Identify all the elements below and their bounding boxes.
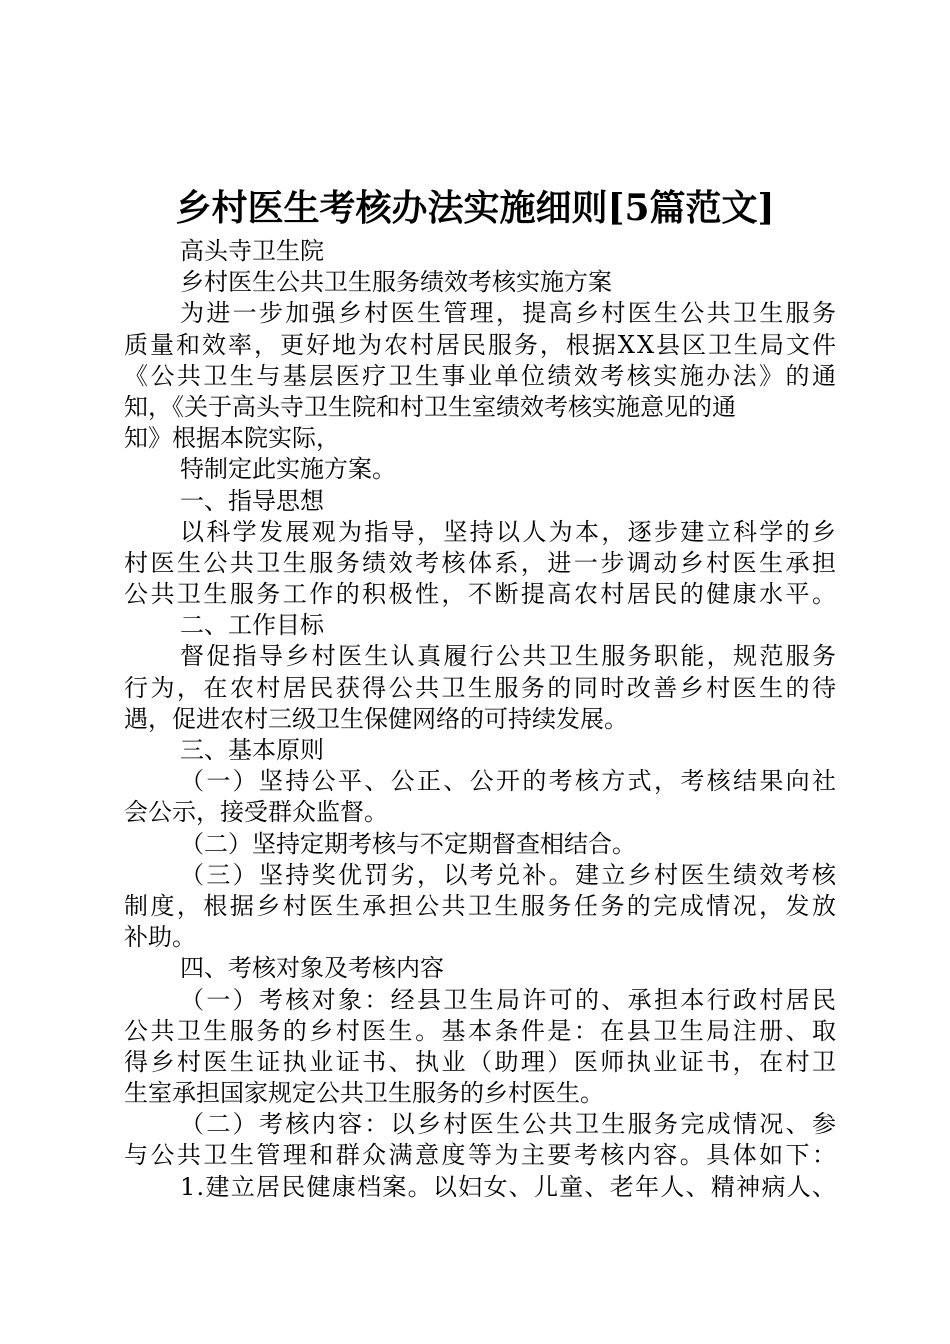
body-line: 特制定此实施方案。 — [180, 455, 396, 484]
body-line: （三）坚持奖优罚劣，以考兑补。建立乡村医生绩效考核 — [180, 860, 839, 889]
body-line: 质量和效率，更好地为农村居民服务，根据XX县区卫生局文件 — [124, 330, 839, 359]
body-line: 一、指导思想 — [180, 486, 324, 515]
body-line: 为进一步加强乡村医生管理，提高乡村医生公共卫生服务 — [180, 299, 839, 328]
body-line: （二）坚持定期考核与不定期督查相结合。 — [180, 829, 636, 858]
body-line: 公共卫生服务的乡村医生。基本条件是：在县卫生局注册、取 — [124, 1016, 839, 1045]
body-line: 得乡村医生证执业证书、执业（助理）医师执业证书，在村卫 — [124, 1047, 839, 1076]
body-line: 1.建立居民健康档案。以妇女、儿童、老年人、精神病人、 — [180, 1172, 838, 1201]
body-line: （一）坚持公平、公正、公开的考核方式，考核结果向社 — [180, 767, 839, 796]
body-line: 制度，根据乡村医生承担公共卫生服务任务的完成情况，发放 — [124, 891, 839, 920]
body-line: 知，《关于高头寺卫生院和村卫生室绩效考核实施意见的通 — [124, 392, 736, 421]
body-line: （二）考核内容：以乡村医生公共卫生服务完成情况、参 — [180, 1110, 839, 1139]
body-line: 《公共卫生与基层医疗卫生事业单位绩效考核实施办法》的通 — [124, 361, 839, 390]
body-line: 乡村医生公共卫生服务绩效考核实施方案 — [180, 268, 612, 297]
body-line: 会公示，接受群众监督。 — [124, 798, 388, 827]
body-line: 村医生公共卫生服务绩效考核体系，进一步调动乡村医生承担 — [124, 548, 839, 577]
body-line: （一）考核对象：经县卫生局许可的、承担本行政村居民 — [180, 985, 839, 1014]
body-line: 三、基本原则 — [180, 736, 324, 764]
body-line: 知》根据本院实际， — [124, 424, 340, 453]
body-line: 以科学发展观为指导，坚持以人为本，逐步建立科学的乡 — [180, 517, 839, 546]
body-line: 二、工作目标 — [180, 611, 324, 640]
body-line: 四、考核对象及考核内容 — [180, 954, 444, 983]
body-line: 高头寺卫生院 — [180, 237, 324, 265]
body-line: 遇，促进农村三级卫生保健网络的可持续发展。 — [124, 704, 628, 733]
body-line: 公共卫生服务工作的积极性，不断提高农村居民的健康水平。 — [124, 580, 839, 609]
document-body — [124, 236, 839, 1203]
body-line: 生室承担国家规定公共卫生服务的乡村医生。 — [124, 1079, 604, 1108]
body-line: 督促指导乡村医生认真履行公共卫生服务职能，规范服务 — [180, 642, 839, 671]
document-title: 乡村医生考核办法实施细则[5篇范文] — [175, 187, 775, 229]
body-line: 行为，在农村居民获得公共卫生服务的同时改善乡村医生的待 — [124, 673, 839, 702]
body-line: 与公共卫生管理和群众满意度等为主要考核内容。具体如下： — [124, 1141, 839, 1170]
body-line: 补助。 — [124, 923, 196, 952]
